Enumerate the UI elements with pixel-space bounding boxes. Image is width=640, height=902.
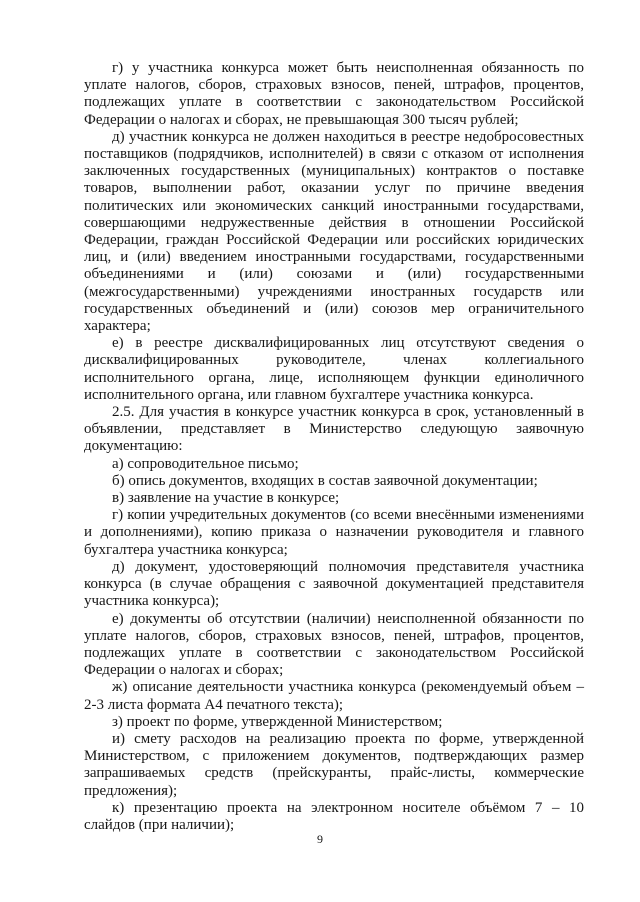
- list-item-v: в) заявление на участие в конкурсе;: [112, 490, 340, 507]
- list-item-zh: ж) описание деятельности участника конкурса (рекомендуемый объем – 2-3 листа формата А4 печатного текста);: [84, 679, 584, 713]
- list-item-z: з) проект по форме, утвержденной Министерством;: [112, 713, 443, 730]
- page-number: 9: [317, 832, 323, 846]
- body-text: [84, 60, 584, 834]
- list-item-d: д) документ, удостоверяющий полномочия представителя участника конкурса (в случае обращения с заявочной документацией представителя участника конкурса);: [84, 558, 584, 610]
- list-item-a: а) сопроводительное письмо;: [112, 455, 299, 472]
- list-item-i: и) смету расходов на реализацию проекта по форме, утвержденной Министерством, с приложением документов, подтверждающих размер запрашиваемых средств (прейскуранты, прайс-листы, коммерческие предложения);: [84, 730, 584, 799]
- paragraph-2-5-application: 2.5. Для участия в конкурсе участник конкурса в срок, установленный в объявлении, представляет в Министерство следующую заявочную документацию:: [84, 404, 584, 455]
- paragraph-e-disqualified-persons: е) в реестре дисквалифицированных лиц отсутствуют сведения о дисквалифицированных руководителе, членах коллегиального исполнительного органа, лице, исполняющем функции единоличного исполнительного органа, или главном бухгалтере участника конкурса.: [84, 335, 584, 403]
- list-item-k: к) презентацию проекта на электронном носителе объёмом 7 – 10 слайдов (при наличии);: [84, 799, 584, 833]
- paragraph-d-unfair-suppliers: д) участник конкурса не должен находиться в реестре недобросовестных поставщиков (подрядчиков, исполнителей) в связи с отказом от исполнения заключенных государственных (муниципальных) контрактов о поставке товаров, выполнении работ, оказании услуг по причине введения политических или экономических санкций иностранными государствами, совершающими недружественные действия в отношении Российской Федерации, граждан Российской Федерации или российских юридических лиц, и (или) введением иностранными государствами, государственными объединениями и (или) союзами и (или) государственными (межгосударственными) учреждениями иностранных государств или государственных объединений и (или) союзов мер ограничительного характера;: [84, 128, 584, 335]
- list-item-g: г) копии учредительных документов (со всеми внесёнными изменениями и дополнениями), копию приказа о назначении руководителя и главного бухгалтера участника конкурса;: [84, 507, 584, 558]
- paragraph-g-tax-debt: г) у участника конкурса может быть неисполненная обязанность по уплате налогов, сборов, страховых взносов, пеней, штрафов, процентов, подлежащих уплате в соответствии с законодательством Российской Федерации о налогах и сборах, не превышающая 300 тысяч рублей;: [84, 60, 584, 128]
- list-item-b: б) опись документов, входящих в состав заявочной документации;: [112, 472, 538, 489]
- list-item-e: е) документы об отсутствии (наличии) неисполненной обязанности по уплате налогов, сборов, страховых взносов, пеней, штрафов, процентов, подлежащих уплате в соответствии с законодательством Российской Федерации о налогах и сборах;: [84, 610, 584, 679]
